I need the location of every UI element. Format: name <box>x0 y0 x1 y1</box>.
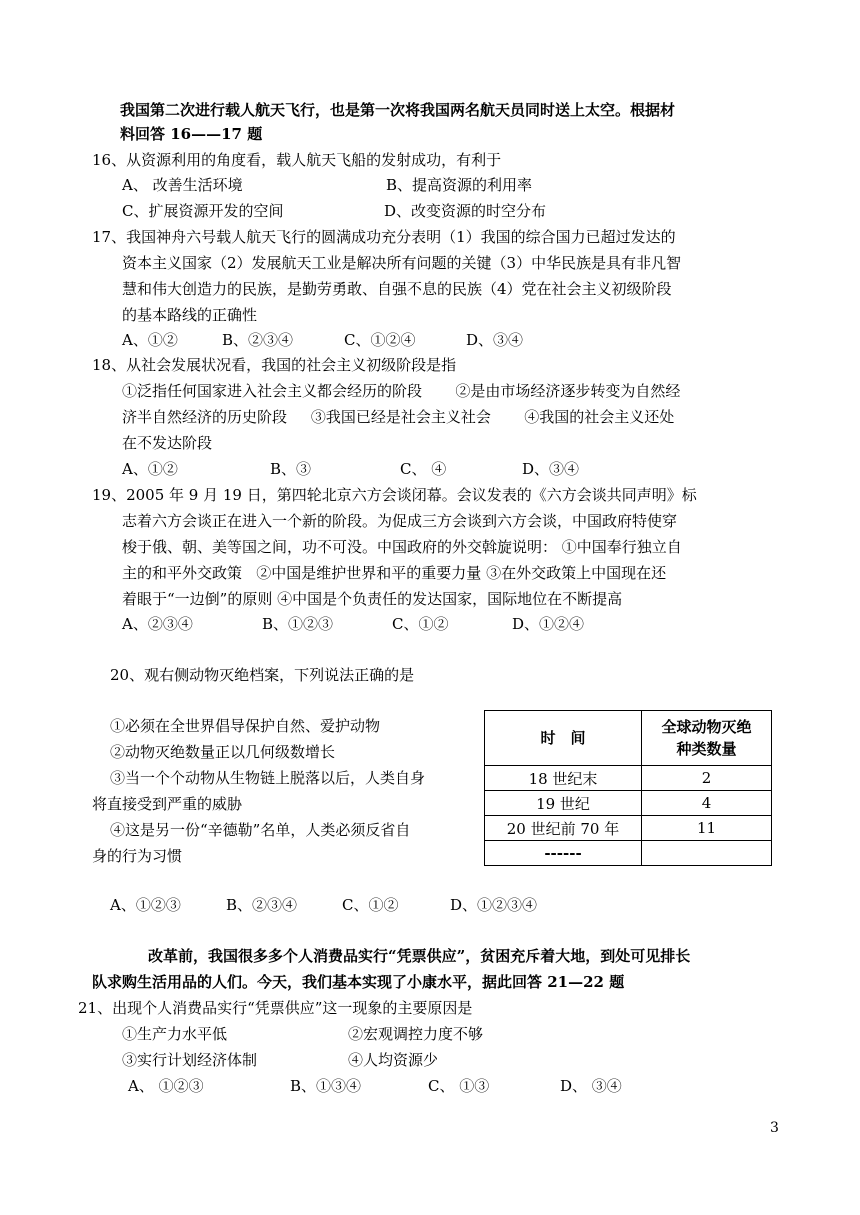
question-19-option-b: B、①②③ <box>262 615 334 633</box>
table-header-count-line: 种类数量 <box>676 740 737 758</box>
table-row <box>485 766 772 791</box>
question-20-option-b: B、②③④ <box>226 896 298 914</box>
table-cell-count <box>642 841 772 866</box>
question-18-stem: 18、从社会发展状况看，我国的社会主义初级阶段是指 <box>92 356 457 374</box>
question-20-statement: ②动物灭绝数量正以几何级数增长 <box>110 743 336 761</box>
table-header-count <box>642 711 772 766</box>
question-20-option-c: C、①② <box>342 896 399 914</box>
question-16-stem: 16、从资源利用的角度看，载人航天飞船的发射成功，有利于 <box>92 151 502 169</box>
material-intro-line: 队求购生活用品的人们。今天，我们基本实现了小康水平，据此回答 21—22 题 <box>92 973 625 991</box>
question-21-option-a: A、 ①②③ <box>128 1077 204 1095</box>
question-19-option-c: C、①② <box>392 615 449 633</box>
question-20-statement: ③当一个个动物从生物链上脱落以后，人类自身 <box>110 769 426 787</box>
question-19-text: 着眼于“一边倒”的原则 ④中国是个负责任的发达国家，国际地位在不断提高 <box>122 590 623 608</box>
table-cell-count: 11 <box>642 816 772 841</box>
question-18-option-a: A、①② <box>122 460 178 478</box>
question-18-text: ①泛指任何国家进入社会主义都会经历的阶段 ②是由市场经济逐步转变为自然经 <box>122 382 681 400</box>
table-row <box>485 791 772 816</box>
question-21-option-b: B、①③④ <box>290 1077 362 1095</box>
question-18-text: 济半自然经济的历史阶段 ③我国已经是社会主义社会 ④我国的社会主义还处 <box>122 408 675 426</box>
question-19-text: 主的和平外交政策 ②中国是维护世界和平的重要力量 ③在外交政策上中国现在还 <box>122 564 667 582</box>
question-16-option-a: A、 改善生活环境 <box>122 176 243 194</box>
question-17-option-c: C、①②④ <box>344 331 416 349</box>
material-intro-line: 料回答 16——17 题 <box>120 125 263 143</box>
question-20-statement: 将直接受到严重的威胁 <box>92 795 243 813</box>
question-16-option-c: C、扩展资源开发的空间 <box>122 202 284 220</box>
question-17-text: 17、我国神舟六号载人航天飞行的圆满成功充分表明（1）我国的综合国力已超过发达的 <box>92 228 676 246</box>
question-20-statement: ①必须在全世界倡导保护自然、爱护动物 <box>110 717 381 735</box>
table-header-row <box>485 711 772 766</box>
question-21-statement: ③实行计划经济体制 <box>122 1051 258 1069</box>
question-20-option-d: D、①②③④ <box>450 896 538 914</box>
question-17-option-d: D、③④ <box>466 331 524 349</box>
extinction-record-table <box>484 710 772 866</box>
question-19-text: 19、2005 年 9 月 19 日，第四轮北京六方会谈闭幕。会议发表的《六方会谈共同声明》标 <box>92 486 697 504</box>
table-cell-count: 2 <box>642 766 772 791</box>
question-19-option-d: D、①②④ <box>512 615 585 633</box>
table-cell-time: 18 世纪末 <box>485 766 642 791</box>
question-20-statement: 身的行为习惯 <box>92 847 183 865</box>
question-17-option-b: B、②③④ <box>222 331 294 349</box>
question-17-text: 慧和伟大创造力的民族，是勤劳勇敢、自强不息的民族（4）党在社会主义初级阶段 <box>122 280 672 298</box>
question-18-option-d: D、③④ <box>522 460 580 478</box>
question-16-option-b: B、提高资源的利用率 <box>386 176 533 194</box>
material-intro-line: 我国第二次进行载人航天飞行，也是第一次将我国两名航天员同时送上太空。根据材 <box>120 101 676 119</box>
question-18-option-b: B、③ <box>270 460 312 478</box>
question-17-text: 资本主义国家（2）发展航天工业是解决所有问题的关键（3）中华民族是具有非凡智 <box>122 254 682 272</box>
question-17-text: 的基本路线的正确性 <box>122 306 258 324</box>
table-cell-count: 4 <box>642 791 772 816</box>
table-row <box>485 841 772 866</box>
question-18-text: 在不发达阶段 <box>122 434 213 452</box>
question-21-option-d: D、 ③④ <box>560 1077 622 1095</box>
question-21-statement: ④人均资源少 <box>348 1051 439 1069</box>
question-19-text: 梭于俄、朝、美等国之间，功不可没。中国政府的外交斡旋说明： ①中国奉行独立自 <box>122 538 682 556</box>
question-16-option-d: D、改变资源的时空分布 <box>384 202 547 220</box>
table-row <box>485 816 772 841</box>
question-17-option-a: A、①② <box>122 331 178 349</box>
table-cell-time: 20 世纪前 70 年 <box>485 816 642 841</box>
table-cell-time: ------ <box>485 841 642 866</box>
material-intro-line: 改革前，我国很多多个人消费品实行“凭票供应”，贫困充斥着大地，到处可见排长 <box>148 947 691 965</box>
table-header-count-line: 全球动物灭绝 <box>661 718 752 736</box>
question-20-option-a: A、①②③ <box>110 896 181 914</box>
page-number: 3 <box>770 1120 779 1136</box>
question-21-statement: ②宏观调控力度不够 <box>348 1025 484 1043</box>
question-19-option-a: A、②③④ <box>122 615 193 633</box>
table-cell-time: 19 世纪 <box>485 791 642 816</box>
question-18-option-c: C、 ④ <box>400 460 447 478</box>
question-20-statement: ④这是另一份“辛德勒”名单，人类必须反省自 <box>110 821 411 839</box>
question-21-stem: 21、出现个人消费品实行“凭票供应”这一现象的主要原因是 <box>78 999 473 1017</box>
table-header-time: 时 间 <box>485 711 642 766</box>
question-19-text: 志着六方会谈正在进入一个新的阶段。为促成三方会谈到六方会谈，中国政府特使穿 <box>122 512 678 530</box>
question-21-statement: ①生产力水平低 <box>122 1025 228 1043</box>
question-20-stem: 20、观右侧动物灭绝档案，下列说法正确的是 <box>110 666 415 684</box>
question-21-option-c: C、 ①③ <box>428 1077 490 1095</box>
